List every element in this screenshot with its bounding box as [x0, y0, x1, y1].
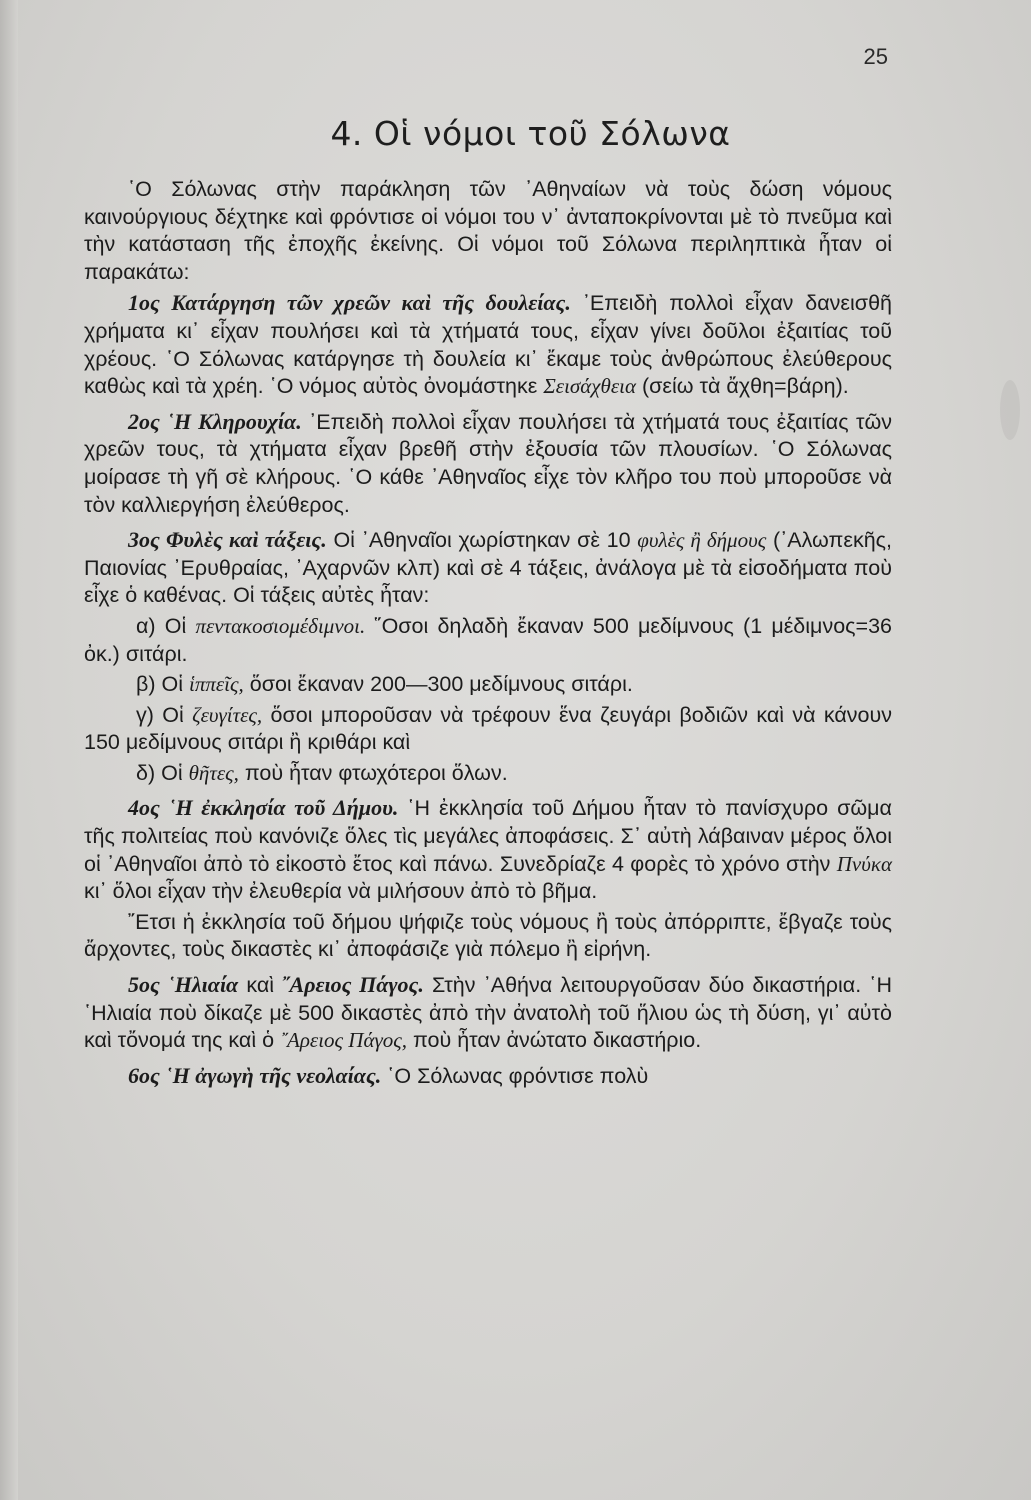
section-heading: 1ος Κατάργηση τῶν χρεῶν καὶ τῆς δουλείας. — [128, 290, 571, 316]
italic-term: θῆτες, — [188, 760, 239, 785]
section-text: ῎Ετσι ἡ ἐκκλησία τοῦ δήμου ψήφιζε τοὺς νόμους ἢ τοὺς ἀπόρριπτε, ἔβγαζε τοὺς ἄρχοντες, τοὺς δικαστὲς κι᾿ ἀποφάσιζε γιὰ πόλεμο ἢ εἰρήνη. — [84, 909, 892, 962]
list-item-d: δ) Οἱ θῆτες, ποὺ ἦταν φτωχότεροι ὅλων. — [136, 760, 508, 785]
section-text: ῾Ο Σόλωνας φρόντισε πολὺ — [387, 1063, 649, 1088]
section-text: ᾿Επειδὴ πολλοὶ εἶχαν πουλήσει τὰ χτήματά τους ἐξαιτίας τῶν χρεῶν τους, τὰ χτήματα εἶχαν βρεθῆ στὴν ἐξουσία τῶν πλουσίων. ῾Ο Σόλωνας μοίρασε τὴ γῆ σὲ κλήρους. ῾Ο κάθε ᾿Αθηναῖος εἶχε τὸν κλῆρο του ποὺ μποροῦσε νὰ τὸν καλλιεργήση ἐλεύθερος. — [84, 409, 892, 517]
page-spine-shadow — [0, 0, 18, 1500]
section-heading: 4ος ῾Η ἐκκλησία τοῦ Δήμου. — [128, 795, 399, 821]
section-1 — [84, 289, 892, 400]
chapter-title: 4. Οἱ νόμοι τοῦ Σόλωνα — [330, 114, 731, 153]
section-text: κι᾿ ὅλοι εἶχαν τὴν ἐλευθερία νὰ μιλήσουν ἀπὸ τὸ βῆμα. — [84, 879, 598, 904]
italic-term: φυλὲς ἢ δήμους — [637, 528, 767, 553]
italic-term: ζευγίτες, — [192, 702, 263, 727]
section-heading: ῎Αρειος Πάγος. — [282, 972, 424, 998]
section-text: Οἱ ᾿Αθηναῖοι χωρίστηκαν σὲ 10 — [333, 528, 631, 553]
page-number: 25 — [863, 44, 888, 69]
italic-term: πεντακοσιομέδιμνοι. — [195, 613, 366, 638]
section-text: ῾Η ἐκκλησία τοῦ Δήμου ἦταν τὸ πανίσχυρο σῶμα τῆς πολιτείας ποὺ κανόνιζε ὅλες τὶς μεγάλες ἀποφάσεις. Σ᾿ αὐτὴ λάβαιναν μέρος ὅλοι οἱ ᾿Αθηναῖοι ἀπὸ τὸ εἰκοστὸ ἔτος καὶ πάνω. Συνεδρίαζε 4 φορὲς τὸ χρόνο στὴν — [84, 796, 892, 876]
paragraph-text: ῾Ο Σόλωνας στὴν παράκληση τῶν ᾿Αθηναίων νὰ τοὺς δώση νόμους καινούργιους δέχτηκε καὶ φρόντισε οἱ νόμοι του ν᾿ ἀνταποκρίνονται μὲ τὸ πνεῦμα καὶ τὴν κατάσταση τῆς ἐποχῆς ἐκείνης. Οἱ νόμοι τοῦ Σόλωνα περιληπτικὰ ἦταν οἱ παρακάτω: — [84, 177, 892, 284]
section-heading: 5ος ῾Ηλιαία — [128, 972, 239, 998]
italic-term: ῎Αρειος Πάγος, — [280, 1028, 408, 1053]
section-text: ᾿Επειδὴ πολλοὶ εἶχαν δανεισθῆ χρήματα κι᾿ εἶχαν πουλήσει καὶ τὰ χτήματά τους, εἶχαν γίνει δοῦλοι ἐξαιτίας τοῦ χρέους. ῾Ο Σόλωνας κατάργησε τὴ δουλεία κι᾿ ἔκαμε τοὺς ἀνθρώπους ἐλεύθερους καθὼς καὶ τὰ χρέη. ῾Ο νόμος αὐτὸς ὀνομάστηκε — [84, 291, 892, 399]
section-heading: 6ος ῾Η ἀγωγὴ τῆς νεολαίας. — [128, 1062, 382, 1088]
body-text — [84, 176, 892, 1090]
italic-term: ἱππεῖς, — [188, 672, 244, 697]
section-heading: 2ος ῾Η Κληρουχία. — [128, 408, 302, 434]
section-heading: 3ος Φυλὲς καὶ τάξεις. — [128, 527, 327, 553]
section-text: (σείω τὰ ἄχθη=βάρη). — [641, 374, 849, 399]
section-2 — [84, 408, 892, 519]
section-5: 5ος ῾Ηλιαία καὶ ῎Αρειος Πάγος. Στὴν ᾿Αθήνα λειτουργοῦσαν δύο δικαστήρια. ῾Η ῾Ηλιαία ποὺ δίκαζε μὲ 500 δικαστὲς ἀπὸ τὴν ἀνατολὴ τοῦ ἥλιου ὡς τὴ δύση, γι᾿ αὐτὸ καὶ τὄνομά της καὶ ὁ ῎Αρειος Πάγος, ποὺ ἦταν ἀνώτατο δικαστήριο. — [84, 972, 892, 1053]
section-6 — [84, 1062, 892, 1091]
italic-term: Σεισάχθεια — [543, 374, 636, 399]
section-4 — [84, 794, 892, 905]
italic-term: Πνύκα — [836, 851, 892, 876]
list-item-c: γ) Οἱ ζευγίτες, ὅσοι μποροῦσαν νὰ τρέφουν ἕνα ζευγάρι βοδιῶν καὶ νὰ κάνουν 150 μεδίμνους σιτάρι ἢ κριθάρι καὶ — [84, 702, 892, 755]
section-text: ποὺ ἦταν ἀνώτατο δικαστήριο. — [407, 1028, 702, 1053]
paragraph-intro — [84, 176, 892, 286]
section-3 — [84, 526, 892, 610]
list-item-b: β) Οἱ ἱππεῖς, ὅσοι ἔκαναν 200—300 μεδίμνους σιτάρι. — [136, 672, 633, 697]
list-item-a: α) Οἱ πεντακοσιομέδιμνοι. ῞Οσοι δηλαδὴ ἔκαναν 500 μεδίμνους (1 μέδιμνος=36 ὀκ.) σιτάρι. — [84, 613, 892, 666]
page-smudge — [1000, 380, 1020, 440]
section-text: (᾿Αλωπεκῆς, Παιονίας ᾿Ερυθραίας, ᾿Αχαρνῶν κλπ) καὶ σὲ 4 τάξεις, ἀνάλογα μὲ τὰ εἰσοδήματα ποὺ εἶχε ὁ καθένας. Οἱ τάξεις αὐτὲς ἦταν: — [84, 528, 892, 608]
section-4-continued — [84, 909, 892, 964]
section-text: Στὴν ᾿Αθήνα λειτουργοῦσαν δύο δικαστήρια. ῾Η ῾Ηλιαία ποὺ δίκαζε μὲ 500 δικαστὲς ἀπὸ τὴν ἀνατολὴ τοῦ ἥλιου ὡς τὴ δύση, γι᾿ αὐτὸ καὶ τὄνομά της καὶ ὁ — [84, 973, 892, 1053]
